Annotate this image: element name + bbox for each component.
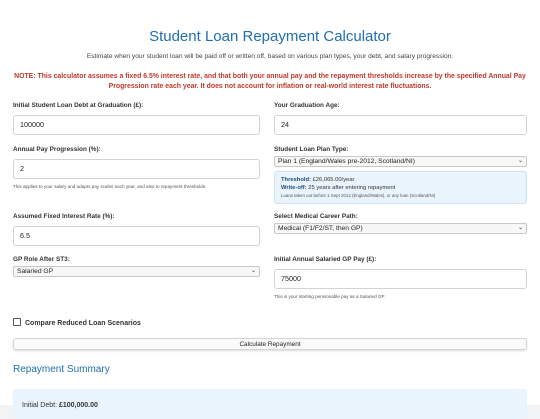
gp-role-value: Salaried GP	[17, 268, 54, 275]
page-subtitle: Estimate when your student loan will be paid off or written off, based on various plan types, your debt, and salary progression.	[86, 53, 454, 60]
debt-label: Initial Student Loan Debt at Graduation (£):	[13, 102, 144, 109]
initial-debt-value: £100,000.00	[58, 402, 98, 409]
gp-pay-help: This is your starting pensionable pay as a Salaried GP	[274, 294, 385, 299]
compare-checkbox[interactable]	[13, 318, 21, 326]
chevron-down-icon: ⌄	[517, 225, 523, 231]
gp-role-label: GP Role After ST3:	[13, 256, 70, 263]
writeoff-label: Write-off:	[281, 185, 307, 191]
plan-info-box	[274, 171, 527, 204]
pay-progression-input[interactable]: 2	[13, 159, 260, 179]
plan-type-select[interactable]	[274, 156, 527, 167]
career-path-value: Medical (F1/F2/ST, then GP)	[278, 225, 363, 232]
plan-type-label: Student Loan Plan Type:	[274, 146, 349, 153]
gp-pay-label: Initial Annual Salaried GP Pay (£):	[274, 256, 377, 263]
gp-role-select[interactable]	[13, 266, 260, 277]
interest-input[interactable]: 6.5	[13, 226, 260, 246]
threshold-label: Threshold:	[281, 177, 311, 183]
summary-title: Repayment Summary	[13, 364, 110, 375]
grad-age-group	[274, 102, 527, 135]
grad-age-input[interactable]: 24	[274, 115, 527, 135]
initial-debt-label: Initial Debt:	[22, 402, 58, 409]
grad-age-label: Your Graduation Age:	[274, 102, 340, 109]
compare-scenarios-row[interactable]	[13, 318, 141, 327]
gp-pay-group	[274, 256, 527, 299]
writeoff-line	[281, 184, 520, 192]
debt-input[interactable]: 100000	[13, 115, 260, 135]
pay-progression-group	[13, 146, 260, 189]
interest-note	[14, 72, 526, 92]
career-path-group	[274, 213, 527, 234]
plan-info-small: Loans taken out before 1 Sept 2012 (England/Wales), or any loan (Scotland/NI)	[281, 193, 436, 198]
page-title: Student Loan Repayment Calculator	[149, 28, 391, 45]
summary-initial-debt	[22, 402, 98, 409]
debt-group	[13, 102, 260, 135]
calculate-button[interactable]: Calculate Repayment	[13, 338, 527, 350]
gp-role-group	[13, 256, 260, 277]
pay-progression-help: This applies to your salary and adapts pay scales each year, and also to repayment thresholds.	[13, 184, 207, 189]
interest-group	[13, 213, 260, 246]
threshold-value: £26,065.00/year	[312, 177, 355, 183]
writeoff-value: 25 years after entering repayment	[308, 185, 396, 191]
plan-type-group	[274, 146, 527, 204]
gp-pay-input[interactable]: 75000	[274, 269, 527, 289]
compare-label: Compare Reduced Loan Scenarios	[25, 320, 141, 327]
threshold-line	[281, 176, 520, 184]
note-line-2: Progression rate each year. It does not account for inflation or real-world interest rate fluctuations.	[108, 83, 432, 90]
chevron-down-icon: ⌄	[517, 158, 523, 164]
chevron-down-icon: ⌄	[250, 268, 256, 274]
pay-progression-label: Annual Pay Progression (%):	[13, 146, 101, 153]
plan-type-value: Plan 1 (England/Wales pre-2012, Scotland/NI)	[278, 158, 415, 165]
interest-label: Assumed Fixed Interest Rate (%):	[13, 213, 115, 220]
career-path-select[interactable]	[274, 223, 527, 234]
note-line-1: NOTE: This calculator assumes a fixed 6.5% interest rate, and that both your annual pay and the repayment thresholds increase by the specified Annual Pay	[14, 73, 526, 80]
career-path-label: Select Medical Career Path:	[274, 213, 358, 220]
